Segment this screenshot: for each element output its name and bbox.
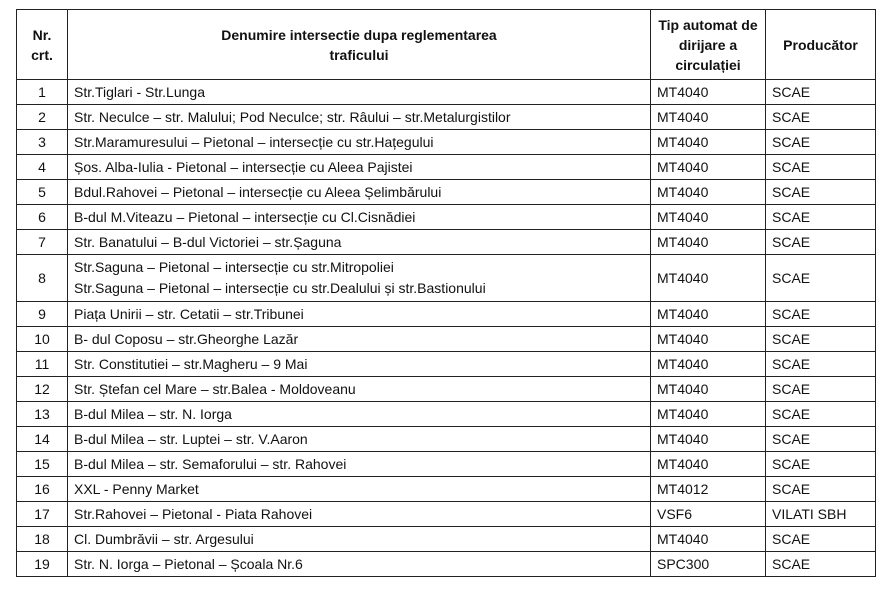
table-row bbox=[17, 427, 876, 452]
table-row bbox=[17, 105, 876, 130]
cell-tip: MT4040 bbox=[651, 80, 766, 105]
intersections-table bbox=[16, 9, 876, 577]
table-row bbox=[17, 477, 876, 502]
denumire-line: B-dul Milea – str. N. Iorga bbox=[74, 405, 232, 422]
cell-tip: MT4040 bbox=[651, 452, 766, 477]
cell-denumire bbox=[68, 155, 651, 180]
table-row bbox=[17, 327, 876, 352]
cell-producator: SCAE bbox=[766, 452, 876, 477]
cell-producator: SCAE bbox=[766, 105, 876, 130]
cell-tip: MT4040 bbox=[651, 427, 766, 452]
table-row bbox=[17, 180, 876, 205]
cell-denumire bbox=[68, 527, 651, 552]
table-row bbox=[17, 552, 876, 577]
table-row bbox=[17, 377, 876, 402]
cell-denumire bbox=[68, 205, 651, 230]
denumire-line: Str.Saguna – Pietonal – intersecție cu str.Mitropoliei bbox=[74, 259, 394, 275]
cell-tip: MT4040 bbox=[651, 105, 766, 130]
denumire-line: B-dul Milea – str. Luptei – str. V.Aaron bbox=[74, 430, 308, 447]
cell-nr: 4 bbox=[17, 155, 68, 180]
cell-nr: 5 bbox=[17, 180, 68, 205]
denumire-line: B- dul Coposu – str.Gheorghe Lazăr bbox=[74, 330, 299, 347]
cell-nr: 12 bbox=[17, 377, 68, 402]
denumire-line: Str.Maramuresului – Pietonal – intersecție cu str.Hațegului bbox=[74, 133, 434, 150]
cell-denumire bbox=[68, 452, 651, 477]
table-row bbox=[17, 155, 876, 180]
cell-nr: 19 bbox=[17, 552, 68, 577]
cell-tip: MT4040 bbox=[651, 255, 766, 302]
header-tip: Tip automat de dirijare a circulației bbox=[651, 10, 766, 80]
cell-tip: MT4040 bbox=[651, 180, 766, 205]
table-row bbox=[17, 352, 876, 377]
cell-tip: MT4040 bbox=[651, 377, 766, 402]
cell-denumire bbox=[68, 552, 651, 577]
cell-denumire bbox=[68, 255, 651, 302]
cell-producator: SCAE bbox=[766, 155, 876, 180]
cell-tip: SPC300 bbox=[651, 552, 766, 577]
table-row bbox=[17, 130, 876, 155]
denumire-line: XXL - Penny Market bbox=[74, 480, 199, 497]
table-body bbox=[17, 80, 876, 577]
cell-tip: MT4040 bbox=[651, 130, 766, 155]
denumire-line: B-dul Milea – str. Semaforului – str. Rahovei bbox=[74, 455, 347, 472]
cell-nr: 3 bbox=[17, 130, 68, 155]
cell-producator: SCAE bbox=[766, 527, 876, 552]
cell-tip: MT4040 bbox=[651, 302, 766, 327]
denumire-line: Str. N. Iorga – Pietonal – Școala Nr.6 bbox=[74, 555, 303, 572]
table-row bbox=[17, 302, 876, 327]
denumire-line: Str.Tiglari - Str.Lunga bbox=[74, 83, 205, 100]
table-row bbox=[17, 452, 876, 477]
cell-nr: 9 bbox=[17, 302, 68, 327]
cell-producator: SCAE bbox=[766, 327, 876, 352]
cell-nr: 18 bbox=[17, 527, 68, 552]
cell-tip: MT4040 bbox=[651, 527, 766, 552]
table-row bbox=[17, 205, 876, 230]
cell-tip: MT4012 bbox=[651, 477, 766, 502]
cell-tip: MT4040 bbox=[651, 155, 766, 180]
cell-denumire bbox=[68, 502, 651, 527]
cell-producator: SCAE bbox=[766, 377, 876, 402]
cell-denumire bbox=[68, 230, 651, 255]
cell-denumire bbox=[68, 402, 651, 427]
cell-nr: 8 bbox=[17, 255, 68, 302]
cell-tip: MT4040 bbox=[651, 327, 766, 352]
table-row bbox=[17, 402, 876, 427]
cell-nr: 15 bbox=[17, 452, 68, 477]
header-denumire: Denumire intersectie dupa reglementarea traficului bbox=[68, 10, 651, 80]
denumire-line: Str. Neculce – str. Malului; Pod Neculce; str. Râului – str.Metalurgistilor bbox=[74, 108, 511, 125]
cell-producator: SCAE bbox=[766, 80, 876, 105]
cell-denumire bbox=[68, 427, 651, 452]
cell-nr: 6 bbox=[17, 205, 68, 230]
header-producator: Producător bbox=[766, 10, 876, 80]
cell-denumire bbox=[68, 352, 651, 377]
table-row bbox=[17, 80, 876, 105]
denumire-line: Str.Rahovei – Pietonal - Piata Rahovei bbox=[74, 505, 313, 522]
cell-producator: VILATI SBH bbox=[766, 502, 876, 527]
denumire-line: Șos. Alba-Iulia - Pietonal – intersecție cu Aleea Pajistei bbox=[74, 158, 413, 175]
table-row bbox=[17, 527, 876, 552]
cell-producator: SCAE bbox=[766, 180, 876, 205]
cell-producator: SCAE bbox=[766, 402, 876, 427]
cell-tip: MT4040 bbox=[651, 230, 766, 255]
table-row bbox=[17, 255, 876, 302]
cell-nr: 10 bbox=[17, 327, 68, 352]
cell-nr: 11 bbox=[17, 352, 68, 377]
cell-producator: SCAE bbox=[766, 477, 876, 502]
cell-producator: SCAE bbox=[766, 230, 876, 255]
denumire-line: B-dul M.Viteazu – Pietonal – intersecție cu Cl.Cisnădiei bbox=[74, 208, 416, 225]
cell-nr: 1 bbox=[17, 80, 68, 105]
cell-denumire bbox=[68, 105, 651, 130]
cell-denumire bbox=[68, 327, 651, 352]
denumire-line: Piața Unirii – str. Cetatii – str.Tribunei bbox=[74, 305, 304, 322]
cell-producator: SCAE bbox=[766, 427, 876, 452]
table-row bbox=[17, 502, 876, 527]
cell-tip: VSF6 bbox=[651, 502, 766, 527]
header-row bbox=[17, 10, 876, 80]
cell-producator: SCAE bbox=[766, 130, 876, 155]
cell-tip: MT4040 bbox=[651, 205, 766, 230]
cell-producator: SCAE bbox=[766, 205, 876, 230]
header-nr: Nr. crt. bbox=[17, 10, 68, 80]
cell-nr: 2 bbox=[17, 105, 68, 130]
denumire-line: Str. Ștefan cel Mare – str.Balea - Moldoveanu bbox=[74, 380, 356, 397]
denumire-line: Str. Constitutiei – str.Magheru – 9 Mai bbox=[74, 355, 308, 372]
cell-nr: 14 bbox=[17, 427, 68, 452]
cell-denumire bbox=[68, 180, 651, 205]
cell-denumire bbox=[68, 477, 651, 502]
table-row bbox=[17, 230, 876, 255]
cell-nr: 7 bbox=[17, 230, 68, 255]
table-header bbox=[17, 10, 876, 80]
cell-producator: SCAE bbox=[766, 302, 876, 327]
cell-nr: 16 bbox=[17, 477, 68, 502]
cell-denumire bbox=[68, 130, 651, 155]
cell-tip: MT4040 bbox=[651, 402, 766, 427]
cell-producator: SCAE bbox=[766, 352, 876, 377]
denumire-line: Bdul.Rahovei – Pietonal – intersecție cu Aleea Șelimbărului bbox=[74, 183, 442, 200]
cell-denumire bbox=[68, 80, 651, 105]
cell-producator: SCAE bbox=[766, 552, 876, 577]
denumire-line: Str. Banatului – B-dul Victoriei – str.Șaguna bbox=[74, 233, 342, 250]
denumire-line: Cl. Dumbrăvii – str. Argesului bbox=[74, 530, 254, 547]
cell-nr: 17 bbox=[17, 502, 68, 527]
cell-tip: MT4040 bbox=[651, 352, 766, 377]
cell-denumire bbox=[68, 302, 651, 327]
denumire-line: Str.Saguna – Pietonal – intersecție cu str.Dealului și str.Bastionului bbox=[74, 280, 486, 296]
cell-denumire bbox=[68, 377, 651, 402]
cell-nr: 13 bbox=[17, 402, 68, 427]
cell-producator: SCAE bbox=[766, 255, 876, 302]
